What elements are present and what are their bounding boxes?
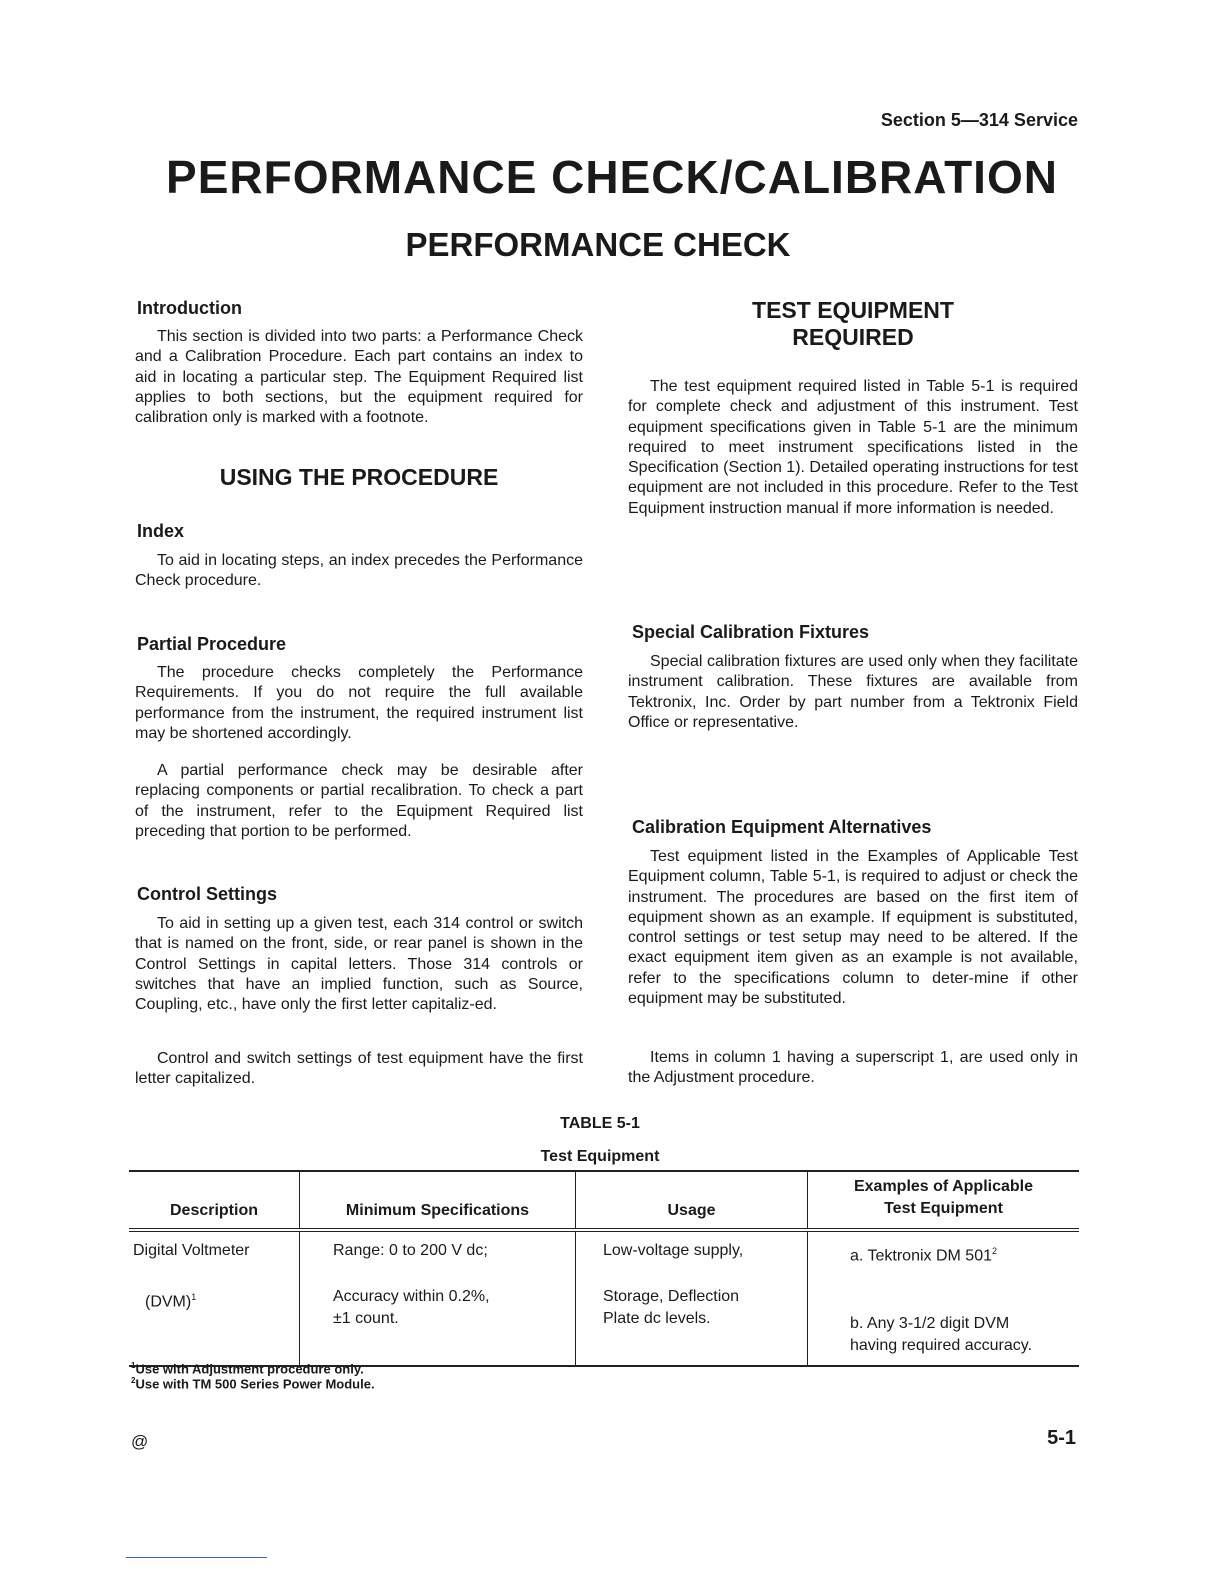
- using-procedure-heading: USING THE PROCEDURE: [219, 464, 499, 490]
- introduction-heading: Introduction: [137, 298, 242, 318]
- cell-description: [129, 1230, 300, 1366]
- footnote-1: $^1$Use with Adjustment procedure only.: [131, 1361, 364, 1377]
- spec-line-3: ±1 count.: [333, 1310, 399, 1327]
- usage-line-3: Plate dc levels.: [603, 1310, 711, 1327]
- control-paragraph-2: [135, 1049, 583, 1090]
- col-examples: [808, 1171, 1080, 1230]
- table-header-row: [129, 1171, 1079, 1230]
- footnote-2-mark: 2: [131, 1376, 136, 1385]
- partial-paragraph-2: [135, 761, 583, 842]
- example-a: a. Tektronix DM $501^2$: [850, 1246, 998, 1265]
- control-text-1: To aid in setting up a given test, each 314 control or switch that is named on the front, side, or rear panel is shown in the Control Settings in capital letters. Those 314 controls or switches that have an implied function, such as Source, Coupling, etc., have only the first letter capitaliz-ed.: [135, 915, 583, 1014]
- alternatives-paragraph-2: [628, 1048, 1078, 1089]
- test-equipment-paragraph: [628, 377, 1078, 519]
- page-number: 5-1: [1047, 1427, 1076, 1449]
- table-caption: TABLE 5-1: [560, 1115, 640, 1132]
- footnote-2: $^2$Use with TM 500 Series Power Module.: [131, 1376, 375, 1392]
- special-fixtures-heading: Special Calibration Fixtures: [632, 622, 870, 642]
- alternatives-text-1: Test equipment listed in the Examples of Applicable Test Equipment column, Table 5-1, is required to adjust or check the instrument. The procedures are based on the first item of equipment shown as an example. If equipment is substituted, control settings or test setup may need to be altered. If the exact equipment item given as an example is not available, refer to the specifications column to deter-mine if other equipment may be substituted.: [628, 848, 1078, 1008]
- example-b-line-2: having required accuracy.: [850, 1337, 1033, 1355]
- col-usage: Usage: [576, 1171, 808, 1230]
- partial-text-2: A partial performance check may be desirable after replacing components or partial recalibration. To check a part of the instrument, refer to the Equipment Required list preceding that portion to be performed.: [135, 762, 583, 840]
- usage-line-2: Storage, Deflection: [603, 1288, 740, 1305]
- partial-paragraph-1: [135, 663, 583, 744]
- index-text: To aid in locating steps, an index precedes the Performance Check procedure.: [135, 552, 583, 590]
- alternatives-text-2: Items in column 1 having a superscript 1, are used only in the Adjustment procedure.: [628, 1049, 1078, 1087]
- col-examples-line-1: Examples of Applicable: [853, 1178, 1033, 1195]
- table-title: Test Equipment: [540, 1148, 660, 1165]
- desc-line-1: Digital Voltmeter: [133, 1242, 250, 1259]
- col-examples-line-2: Test Equipment: [884, 1200, 1003, 1217]
- introduction-text: This section is divided into two parts: a Performance Check and a Calibration Procedure. Each part contains an index to aid in locating a particular step. The Equipment Required list applies to both sections, but the equipment required for calibration only is marked with a footnote.: [135, 328, 583, 427]
- spec-line-1: Range: 0 to 200 V dc;: [333, 1242, 488, 1259]
- control-settings-heading: Control Settings: [137, 884, 277, 904]
- bottom-rule: [126, 1557, 267, 1558]
- page-subtitle: PERFORMANCE CHECK: [405, 226, 791, 263]
- cell-usage: [576, 1230, 808, 1366]
- test-equipment-heading-line-2: REQUIRED: [792, 324, 914, 350]
- cell-examples: [808, 1230, 1080, 1366]
- col-description: Description: [129, 1171, 300, 1230]
- desc-superscript: 1: [191, 1292, 197, 1302]
- alternatives-paragraph-1: [628, 847, 1078, 1009]
- partial-procedure-heading: Partial Procedure: [137, 634, 287, 654]
- desc-line-2: (DVM)$^1$: [145, 1292, 197, 1311]
- copyright-symbol: @: [131, 1432, 149, 1451]
- usage-line-1: Low-voltage supply,: [603, 1242, 744, 1259]
- example-a-superscript: 2: [992, 1246, 998, 1256]
- index-heading: Index: [137, 521, 185, 541]
- test-equipment-heading-line-1: TEST EQUIPMENT: [752, 297, 954, 323]
- col-min-spec: Minimum Specifications: [300, 1171, 576, 1230]
- page-title: PERFORMANCE CHECK/CALIBRATION: [166, 151, 1058, 203]
- introduction-paragraph: [135, 327, 583, 428]
- test-equipment-table: [129, 1170, 1079, 1367]
- spec-line-2: Accuracy within 0.2%,: [333, 1288, 490, 1305]
- control-paragraph-1: [135, 914, 583, 1015]
- table-row: [129, 1230, 1079, 1366]
- partial-text-1: The procedure checks completely the Performance Requirements. If you do not require the full available performance from the instrument, the required instrument list may be shortened accordingly.: [135, 664, 583, 742]
- special-fixtures-text: Special calibration fixtures are used only when they facilitate instrument calibration. These fixtures are available from Tektronix, Inc. Order by part number from a Tektronix Field Office or representative.: [628, 653, 1078, 731]
- example-b-line-1: b. Any 3-1/2 digit DVM: [850, 1315, 1010, 1333]
- cell-min-spec: [300, 1230, 576, 1366]
- special-fixtures-paragraph: [628, 652, 1078, 733]
- index-paragraph: [135, 551, 583, 592]
- section-header: Section 5—314 Service: [880, 110, 1078, 130]
- alternatives-heading: Calibration Equipment Alternatives: [632, 817, 932, 837]
- footnote-1-mark: 1: [131, 1361, 136, 1370]
- control-text-2: Control and switch settings of test equipment have the first letter capitalized.: [135, 1050, 583, 1088]
- test-equipment-heading: [628, 297, 1078, 351]
- test-equipment-text: The test equipment required listed in Table 5-1 is required for complete check and adjustment of this instrument. Test equipment specifications given in Table 5-1 are the minimum required to meet instrument specifications listed in the Specification (Section 1). Detailed operating instructions for test equipment are not included in this procedure. Refer to the Test Equipment instruction manual if more information is needed.: [628, 378, 1079, 517]
